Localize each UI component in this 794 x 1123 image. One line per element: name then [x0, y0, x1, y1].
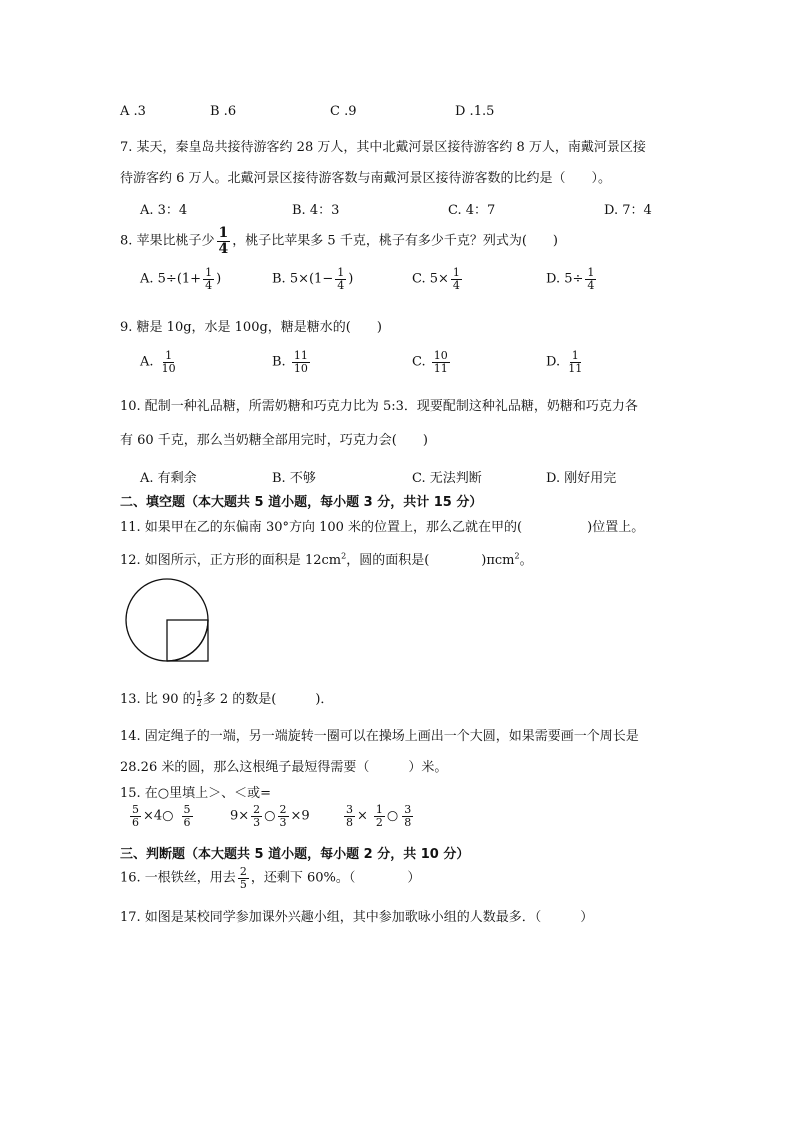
q9-a-frac — [160, 350, 178, 374]
q12-mid: ，圆的面积是( )πcm — [346, 553, 515, 568]
q8-a-den: 4 — [205, 278, 213, 292]
q14-line2: 28.26 米的圆，那么这根绳子最短得需要（ ）米。 — [120, 760, 448, 775]
q12-post: 。 — [519, 553, 533, 568]
q15-e1-den2: 6 — [183, 815, 191, 829]
q9-c-num: 10 — [433, 349, 448, 362]
section3-heading: 三、判断题（本大题共 5 道小题，每小题 2 分，共 10 分） — [120, 847, 470, 862]
q15-title: 15. 在○里填上＞、＜或= — [120, 786, 272, 801]
q6-option-b: B .6 — [210, 104, 237, 119]
q10-option-b: B. 不够 — [272, 471, 316, 486]
q10-line1: 10. 配制一种礼品糖，所需奶糖和巧克力比为 5:3．现要配制这种礼品糖，奶糖和巧克力各 — [120, 399, 638, 414]
q8-frac-den: 4 — [218, 240, 229, 257]
q6-option-d: D .1.5 — [455, 104, 495, 119]
q15-e1-num2: 5 — [183, 803, 191, 816]
q8-c-den: 4 — [452, 278, 460, 292]
q16-frac — [238, 866, 249, 890]
q9-d-label: D. — [546, 354, 561, 370]
q9-d-den: 11 — [568, 361, 583, 375]
q8-c-num: 1 — [452, 266, 460, 279]
q8-d-den: 4 — [587, 278, 595, 292]
q7-option-b: B. 4：3 — [292, 203, 340, 218]
q7-option-c: C. 4：7 — [448, 203, 496, 218]
q15-e2-num: 2 — [253, 803, 261, 816]
q11-question: 11. 如果甲在乙的东偏南 30°方向 100 米的位置上，那么乙就在甲的( )位置上。 — [120, 520, 645, 535]
q6-option-c: C .9 — [330, 104, 357, 119]
q7-option-d: D. 7：4 — [604, 203, 652, 218]
q8-a-pre: A. 5÷(1+ — [140, 271, 202, 287]
q9-option-c — [412, 350, 452, 374]
q7-option-a: A. 3：4 — [140, 203, 188, 218]
q15-expression-1 — [128, 804, 195, 828]
q15-e3-den3: 8 — [404, 815, 412, 829]
q15-e1-frac1 — [130, 804, 141, 828]
q7-line2: 待游客约 6 万人。北戴河景区接待游客数与南戴河景区接待游客数的比约是（ ）。 — [120, 171, 612, 186]
q9-b-num: 11 — [293, 349, 308, 362]
q15-e3-frac1 — [344, 804, 355, 828]
q8-b-num: 1 — [337, 266, 345, 279]
q9-d-frac — [566, 350, 584, 374]
q16-den: 5 — [239, 877, 247, 891]
q9-b-label: B. — [272, 354, 286, 370]
q15-e1-den: 6 — [132, 815, 139, 829]
q9-d-num: 1 — [571, 349, 579, 362]
q15-e2-den: 3 — [253, 815, 261, 829]
q13-pre: 13. 比 90 的 — [120, 692, 196, 707]
q9-option-d — [546, 350, 586, 374]
q6-option-a: A .3 — [120, 104, 146, 119]
q8-option-d — [546, 267, 598, 291]
q9-c-den: 11 — [433, 361, 448, 375]
q10-option-d: D. 刚好用完 — [546, 471, 617, 486]
q15-e2-frac1 — [251, 804, 262, 828]
q17-question: 17. 如图是某校同学参加课外兴趣小组，其中参加歌咏小组的人数最多．（ ） — [120, 910, 594, 925]
q15-e1-frac2 — [182, 804, 193, 828]
q15-e1-mid: ×4○ — [143, 808, 174, 824]
q9-question: 9. 糖是 10g，水是 100g，糖是糖水的( ) — [120, 320, 382, 335]
q15-e3-num2: 1 — [375, 803, 383, 816]
circle-square-figure — [122, 578, 214, 664]
q15-e3-den: 8 — [346, 815, 353, 829]
q15-e2-den2: 3 — [279, 815, 287, 829]
q8-frac-num: 1 — [218, 225, 229, 241]
q15-e1-num: 5 — [132, 803, 139, 816]
q13-num: 1 — [196, 690, 202, 699]
q9-b-den: 10 — [293, 361, 308, 375]
q8-a-num: 1 — [205, 266, 213, 279]
q8-b-post: ) — [348, 271, 354, 287]
q15-expression-3 — [342, 804, 415, 828]
q8-fraction — [217, 226, 231, 256]
q14-line1: 14. 固定绳子的一端，另一端旋转一圈可以在操场上画出一个大圆，如果需要画一个周长是 — [120, 729, 639, 744]
q12-sup2: 2 — [514, 551, 520, 561]
q8-a-frac — [203, 267, 214, 291]
q8-post: ，桃子比苹果多 5 千克，桃子有多少千克？列式为( ) — [232, 233, 558, 249]
q15-e2-pre: 9× — [230, 808, 250, 824]
q16-num: 2 — [239, 865, 247, 878]
q15-e3-mid2: ○ — [386, 808, 399, 824]
q13-question — [120, 688, 333, 708]
q8-b-pre: B. 5×(1− — [272, 271, 334, 287]
q15-e3-num: 3 — [346, 803, 353, 816]
q8-option-a — [140, 267, 221, 291]
q8-b-den: 4 — [337, 278, 345, 292]
q12-sup1: 2 — [341, 551, 347, 561]
q15-e2-num2: 2 — [279, 803, 287, 816]
q9-b-frac — [292, 350, 310, 374]
q8-c-frac — [451, 267, 462, 291]
q15-e3-den2: 2 — [375, 815, 383, 829]
q8-d-num: 1 — [587, 266, 595, 279]
q8-option-b — [272, 267, 353, 291]
q9-a-num: 1 — [165, 349, 173, 362]
q8-question — [120, 226, 558, 256]
q10-line2: 有 60 千克，那么当奶糖全部用完时，巧克力会( ) — [120, 433, 428, 448]
q13-frac — [197, 691, 202, 708]
q16-pre: 16. 一根铁丝，用去 — [120, 870, 236, 886]
q15-e3-frac3 — [402, 804, 413, 828]
q15-expression-2 — [230, 804, 310, 828]
q8-b-frac — [335, 267, 346, 291]
q8-pre: 8. 苹果比桃子少 — [120, 233, 215, 249]
q12-question — [120, 549, 533, 568]
q7-line1: 7. 某天，秦皇岛共接待游客约 28 万人，其中北戴河景区接待游客约 8 万人，南戴河景区接 — [120, 140, 646, 155]
q15-e2-post: ×9 — [290, 808, 310, 824]
q13-post: 多 2 的数是( )． — [202, 692, 334, 707]
q15-e3-frac2 — [374, 804, 385, 828]
q16-question — [120, 866, 420, 890]
section2-heading: 二、填空题（本大题共 5 道小题，每小题 3 分，共计 15 分） — [120, 495, 483, 510]
q9-c-label: C. — [412, 354, 426, 370]
q8-option-c — [412, 267, 464, 291]
q13-den: 2 — [196, 699, 202, 708]
q15-e2-mid: ○ — [264, 808, 276, 824]
q15-e3-mid: × — [357, 808, 368, 824]
q15-e3-num3: 3 — [404, 803, 412, 816]
q8-a-post: ) — [216, 271, 222, 287]
q15-e2-frac2 — [278, 804, 289, 828]
q9-option-b — [272, 350, 312, 374]
q12-pre: 12. 如图所示，正方形的面积是 12cm — [120, 553, 342, 568]
q10-option-a: A. 有剩余 — [140, 471, 197, 486]
q8-c-pre: C. 5× — [412, 271, 449, 287]
q8-d-pre: D. 5÷ — [546, 271, 584, 287]
q9-option-a — [140, 350, 180, 374]
q9-c-frac — [432, 350, 450, 374]
q9-a-den: 10 — [161, 361, 176, 375]
q9-a-label: A. — [140, 354, 154, 370]
q16-post: ，还剩下 60%。（ ） — [250, 870, 421, 886]
q8-d-frac — [585, 267, 596, 291]
q10-option-c: C. 无法判断 — [412, 471, 482, 486]
